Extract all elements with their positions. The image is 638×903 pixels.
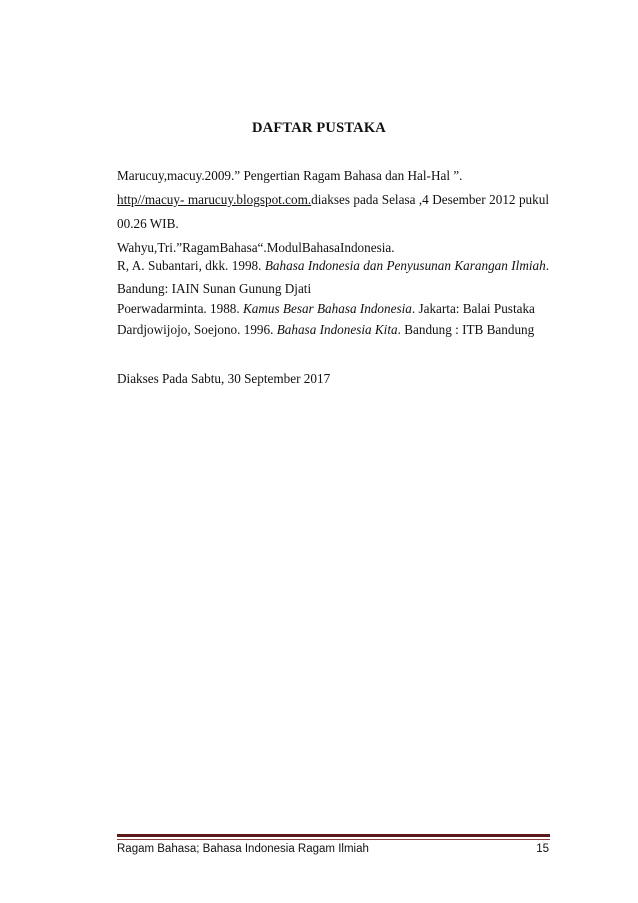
- reference-1-line-2: [117, 192, 549, 208]
- accessed-note: Diakses Pada Sabtu, 30 September 2017: [117, 371, 331, 386]
- reference-4-suffix: . Jakarta: Balai Pustaka: [411, 301, 535, 316]
- reference-3-line-2: Bandung: IAIN Sunan Gunung Djati: [117, 281, 312, 296]
- reference-1-link[interactable]: http//macuy- marucuy.blogspot.com.: [117, 192, 312, 207]
- footer-rule: [117, 834, 550, 837]
- reference-1-line-1: Marucuy,macuy.2009.” Pengertian Ragam Bahasa dan Hal-Hal ”.: [117, 168, 463, 183]
- page-number: 15: [536, 843, 549, 855]
- reference-4-title: Kamus Besar Bahasa Indonesia: [242, 301, 412, 316]
- reference-1-line-3: 00.26 WIB.: [117, 216, 179, 231]
- reference-3-title: Bahasa Indonesia dan Penyusunan Karangan Ilmiah: [264, 258, 546, 273]
- page-title: DAFTAR PUSTAKA: [252, 120, 386, 136]
- reference-3-line-1: [117, 258, 549, 274]
- footer-rule-thin: [117, 839, 550, 840]
- reference-5-prefix: Dardjowijojo, Soejono. 1996.: [117, 322, 277, 337]
- reference-3-prefix: R, A. Subantari, dkk. 1998.: [117, 258, 265, 273]
- reference-5-suffix: . Bandung : ITB Bandung: [397, 322, 535, 337]
- reference-2-line-1: Wahyu,Tri.”RagamBahasa“.ModulBahasaIndonesia.: [117, 240, 395, 255]
- reference-5-line-1: [117, 322, 549, 338]
- reference-1-access-note: diakses pada Selasa ,4 Desember 2012 pukul: [311, 192, 549, 207]
- reference-4-line-1: [117, 301, 549, 317]
- reference-4-prefix: Poerwadarminta. 1988.: [117, 301, 243, 316]
- reference-3-suffix: .: [545, 258, 549, 273]
- reference-5-title: Bahasa Indonesia Kita: [276, 322, 398, 337]
- footer-running-title: Ragam Bahasa; Bahasa Indonesia Ragam Ilmiah: [117, 843, 369, 855]
